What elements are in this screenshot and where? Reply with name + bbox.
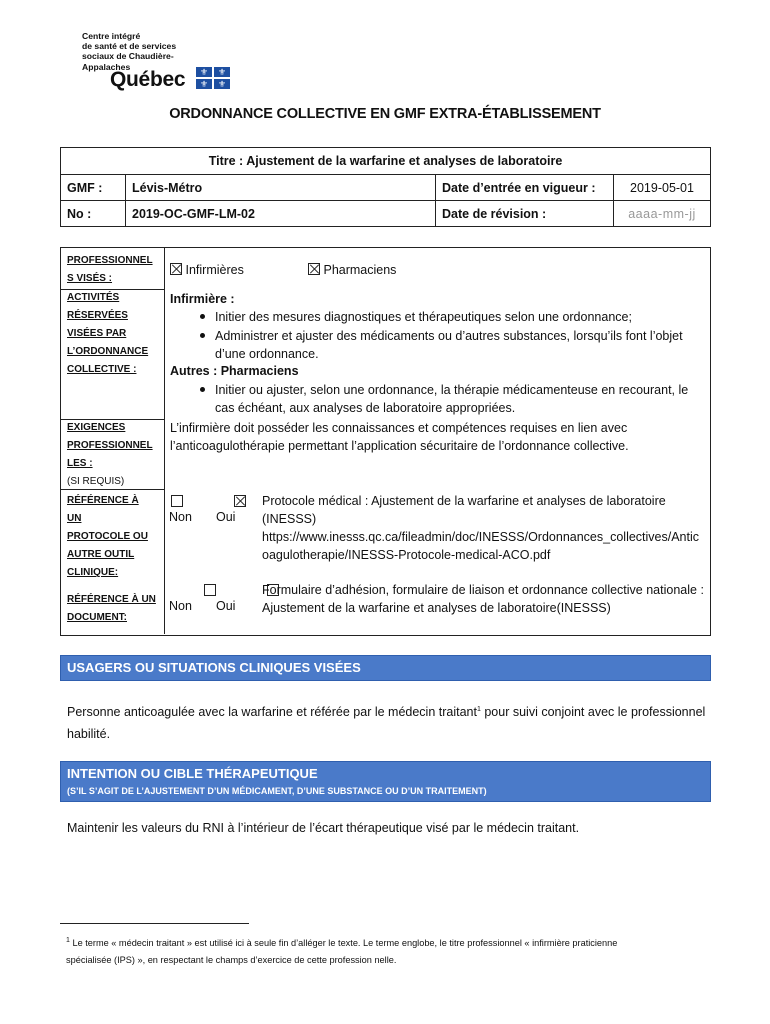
usagers-section-title: USAGERS OU SITUATIONS CLINIQUES VISÉES — [67, 660, 361, 675]
footnote-separator — [60, 923, 249, 924]
protocole-url[interactable]: oagulotherapie/INESSS-Protocole-medical-ACO.pdf — [262, 548, 551, 562]
reference-protocole-label — [67, 492, 148, 582]
autres-heading: Autres : Pharmaciens — [170, 364, 299, 378]
footnote-line: spécialisée (IPS) », en respectant le champs d’exercice de cette profession nelle. — [66, 955, 397, 966]
infirmiere-heading: Infirmière : — [170, 292, 235, 306]
fleur-de-lis-icon: ⚜ — [196, 67, 212, 77]
numero-value: 2019-OC-GMF-LM-02 — [126, 201, 436, 227]
pharmacien-activity — [215, 381, 688, 417]
protocole-non-checkbox[interactable] — [171, 495, 183, 507]
date-entree-value: 2019-05-01 — [614, 175, 711, 201]
intention-text: Maintenir les valeurs du RNI à l’intérieur de l’écart thérapeutique visé par le médecin traitant. — [67, 821, 580, 835]
intention-section-header — [60, 761, 711, 802]
activites-label — [67, 289, 148, 379]
date-revision-field[interactable]: aaaa-mm-jj — [614, 201, 711, 227]
footnote — [66, 932, 706, 969]
activity-line: Initier ou ajuster, selon une ordonnance, la thérapie médicamenteuse en recourant, le — [215, 383, 689, 397]
exigences-label — [67, 419, 153, 491]
document-text — [262, 581, 704, 617]
organization-line: sociaux de Chaudière- — [82, 51, 174, 62]
document-non-label: Non — [169, 599, 192, 613]
protocole-text — [262, 492, 699, 564]
exigences-line: L’infirmière doit posséder les connaissances et compétences requises en lien avec — [170, 421, 628, 435]
usagers-line: habilité. — [67, 727, 111, 742]
pharmaciens-label: Pharmaciens — [323, 263, 397, 277]
document-line: Ajustement de la warfarine et analyses de laboratoire(INESSS) — [262, 601, 611, 615]
usagers-text — [67, 699, 709, 745]
numero-label: No : — [61, 201, 126, 227]
quebec-wordmark: Québec — [110, 68, 186, 91]
label-line: PROTOCOLE OU — [67, 531, 148, 542]
fleur-de-lis-icon: ⚜ — [196, 79, 212, 89]
fleur-de-lis-icon: ⚜ — [214, 79, 230, 89]
activity-line: Administrer et ajuster des médicaments ou d’autres substances, lorsqu’ils font l’objet — [215, 329, 683, 343]
document-oui-label: Oui — [216, 599, 236, 613]
label-line: RÉFÉRENCE À UN — [67, 594, 156, 605]
protocole-url[interactable]: https://www.inesss.qc.ca/fileadmin/doc/INESSS/Ordonnances_collectives/Antic — [262, 530, 700, 544]
exigences-text — [170, 419, 629, 455]
professionnels-label — [67, 252, 153, 288]
label-line: PROFESSIONNEL — [67, 255, 153, 266]
label-line: COLLECTIVE : — [67, 364, 137, 375]
document-title: ORDONNANCE COLLECTIVE EN GMF EXTRA-ÉTABLISSEMENT — [169, 106, 601, 122]
reference-document-label — [67, 591, 156, 627]
pharmaciens-option[interactable] — [308, 261, 396, 279]
label-line: S VISÉS : — [67, 273, 113, 284]
infirmieres-option[interactable] — [170, 261, 244, 279]
label-line: L’ORDONNANCE — [67, 346, 149, 357]
bullet-icon — [200, 387, 205, 392]
label-line: (SI REQUIS) — [67, 476, 125, 487]
bullet-icon — [200, 333, 205, 338]
usagers-text-end: pour suivi conjoint avec le professionnel — [480, 705, 706, 720]
infirmiere-activity: Initier des mesures diagnostiques et thérapeutiques selon une ordonnance; — [215, 310, 632, 324]
activity-line: cas échéant, aux analyses de laboratoire appropriées. — [215, 401, 516, 415]
protocole-oui-checkbox[interactable] — [234, 495, 246, 507]
protocole-oui-label: Oui — [216, 510, 236, 524]
label-line: DOCUMENT: — [67, 612, 127, 623]
date-entree-label: Date d’entrée en vigueur : — [436, 175, 614, 201]
date-revision-label: Date de révision : — [436, 201, 614, 227]
organization-line: de santé et de services — [82, 41, 177, 52]
usagers-text-start: Personne anticoagulée avec la warfarine et référée par le médecin traitant — [67, 705, 477, 720]
exigences-line: l’anticoagulothérapie permettant l’application sécuritaire de l’ordonnance collective. — [170, 439, 629, 453]
document-line: Formulaire d’adhésion, formulaire de liaison et ordonnance collective nationale : — [262, 583, 704, 597]
intention-section-subtitle: (S’IL S’AGIT DE L’AJUSTEMENT D’UN MÉDICAMENT, D’UNE SUBSTANCE OU D’UN TRAITEMENT) — [67, 786, 487, 796]
pharmaciens-checkbox[interactable] — [308, 263, 320, 275]
infirmieres-label: Infirmières — [185, 263, 244, 277]
activity-line: d’une ordonnance. — [215, 347, 319, 361]
label-line: PROFESSIONNEL — [67, 440, 153, 451]
bullet-icon — [200, 314, 205, 319]
label-line: VISÉES PAR — [67, 328, 127, 339]
usagers-section-header — [60, 655, 711, 681]
infirmieres-checkbox[interactable] — [170, 263, 182, 275]
fleur-de-lis-icon: ⚜ — [214, 67, 230, 77]
label-line: UN — [67, 513, 82, 524]
label-line: RÉFÉRENCE À — [67, 495, 139, 506]
label-line: EXIGENCES — [67, 422, 126, 433]
footnote-number: 1 — [66, 937, 70, 944]
gmf-value: Lévis-Métro — [126, 175, 436, 201]
organization-line: Centre intégré — [82, 31, 141, 41]
label-line: RÉSERVÉES — [67, 310, 128, 321]
document-non-checkbox[interactable] — [204, 584, 216, 596]
protocole-line: (INESSS) — [262, 512, 317, 526]
protocole-line: Protocole médical : Ajustement de la warfarine et analyses de laboratoire — [262, 494, 666, 508]
quebec-flag-icon — [196, 67, 230, 89]
label-line: ACTIVITÉS — [67, 292, 120, 303]
footnote-reference: 1 — [476, 706, 481, 713]
label-line: CLINIQUE: — [67, 567, 119, 578]
organization-line: Appalaches — [82, 61, 131, 72]
footnote-text: Le terme « médecin traitant » est utilisé ici à seule fin d’alléger le texte. Le terme englobe, le titre professionnel « infirmière praticienne — [69, 938, 618, 949]
footnote-line — [66, 932, 706, 952]
label-line: AUTRE OUTIL — [67, 549, 135, 560]
label-line: LES : — [67, 458, 93, 469]
ordonnance-title: Titre : Ajustement de la warfarine et analyses de laboratoire — [61, 148, 711, 175]
usagers-line — [67, 699, 709, 723]
protocole-non-label: Non — [169, 510, 192, 524]
intention-section-title: INTENTION OU CIBLE THÉRAPEUTIQUE — [67, 766, 318, 781]
infirmiere-activity — [215, 327, 683, 363]
organization-name — [82, 31, 176, 72]
gmf-label: GMF : — [61, 175, 126, 201]
identification-table — [60, 147, 711, 227]
